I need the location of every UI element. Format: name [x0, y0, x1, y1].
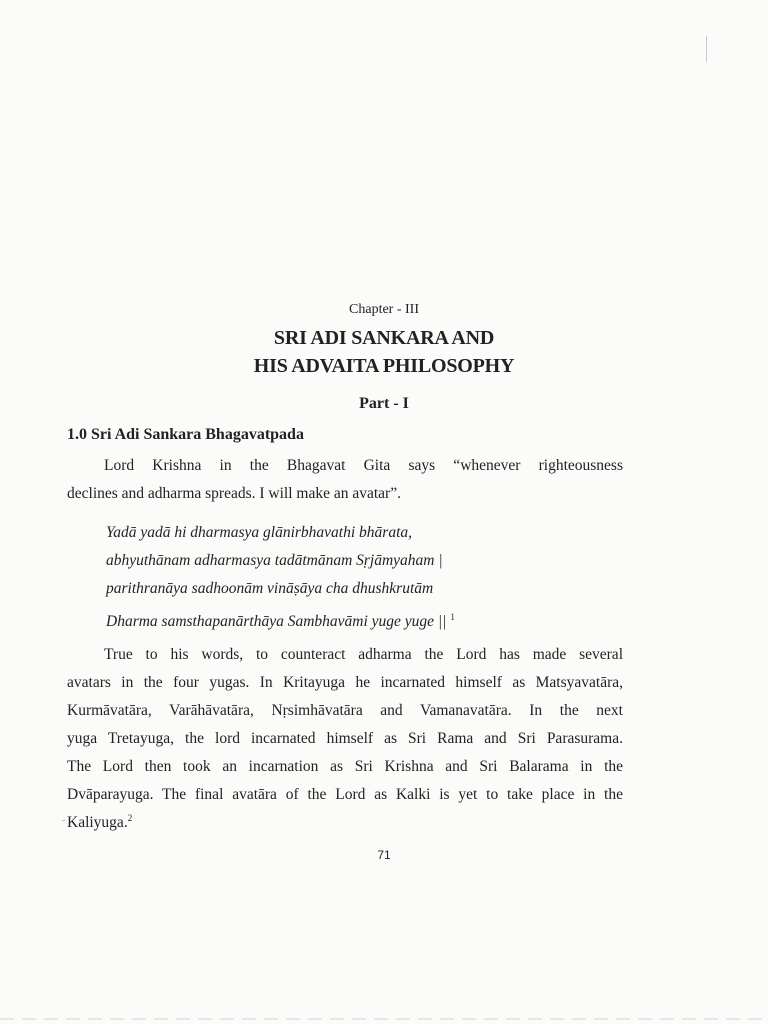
paragraph-line: yuga Tretayuga, the lord incarnated himself as Sri Rama and Sri Parasurama.: [67, 730, 623, 747]
paragraph-line: Kurmāvatāra, Varāhāvatāra, Nṛsimhāvatāra and Vamanavatāra. In the next: [67, 702, 623, 719]
sanskrit-verse: [106, 519, 455, 631]
page-number: 71: [377, 848, 391, 862]
paragraph-line: The Lord then took an incarnation as Sri Krishna and Sri Balarama in the: [67, 758, 623, 775]
paragraph-line: declines and adharma spreads. I will make an avatar”.: [67, 485, 401, 502]
chapter-title-line-2: HIS ADVAITA PHILOSOPHY: [253, 355, 515, 377]
paragraph-avatars: [67, 641, 623, 837]
paragraph-line: True to his words, to counteract adharma the Lord has made several: [104, 646, 623, 663]
section-heading: 1.0 Sri Adi Sankara Bhagavatpada: [67, 426, 304, 443]
paragraph-line: Lord Krishna in the Bhagavat Gita says “whenever righteousness: [104, 457, 623, 474]
chapter-label: Chapter - III: [349, 302, 419, 317]
footnote-marker: 2: [127, 812, 133, 823]
paragraph-line: avatars in the four yugas. In Kritayuga he incarnated himself as Matsyavatāra,: [67, 674, 623, 691]
scan-edge: [0, 1018, 768, 1020]
verse-line: parithranāya sadhoonām vināṣāya cha dhushkrutām: [106, 580, 434, 597]
paragraph-intro: [67, 452, 623, 508]
paragraph-line: [67, 809, 623, 837]
scan-artifact: [706, 36, 707, 62]
chapter-title-line-1: SRI ADI SANKARA AND: [273, 327, 495, 349]
paragraph-line: Dvāparayuga. The final avatāra of the Lord as Kalki is yet to take place in the: [67, 786, 623, 803]
verse-line: Yadā yadā hi dharmasya glānirbhavathi bhārata,: [106, 524, 412, 541]
paragraph-line-text: Kaliyuga.: [67, 814, 128, 831]
verse-line: [106, 603, 455, 631]
scan-artifact: [62, 820, 65, 821]
footnote-marker: 1: [450, 612, 455, 622]
verse-line-text: Dharma samsthapanārthāya Sambhavāmi yuge yuge ||: [106, 613, 447, 631]
part-label: Part - I: [359, 395, 409, 412]
verse-line: abhyuthānam adharmasya tadātmānam Sṛjāmyaham |: [106, 552, 443, 569]
